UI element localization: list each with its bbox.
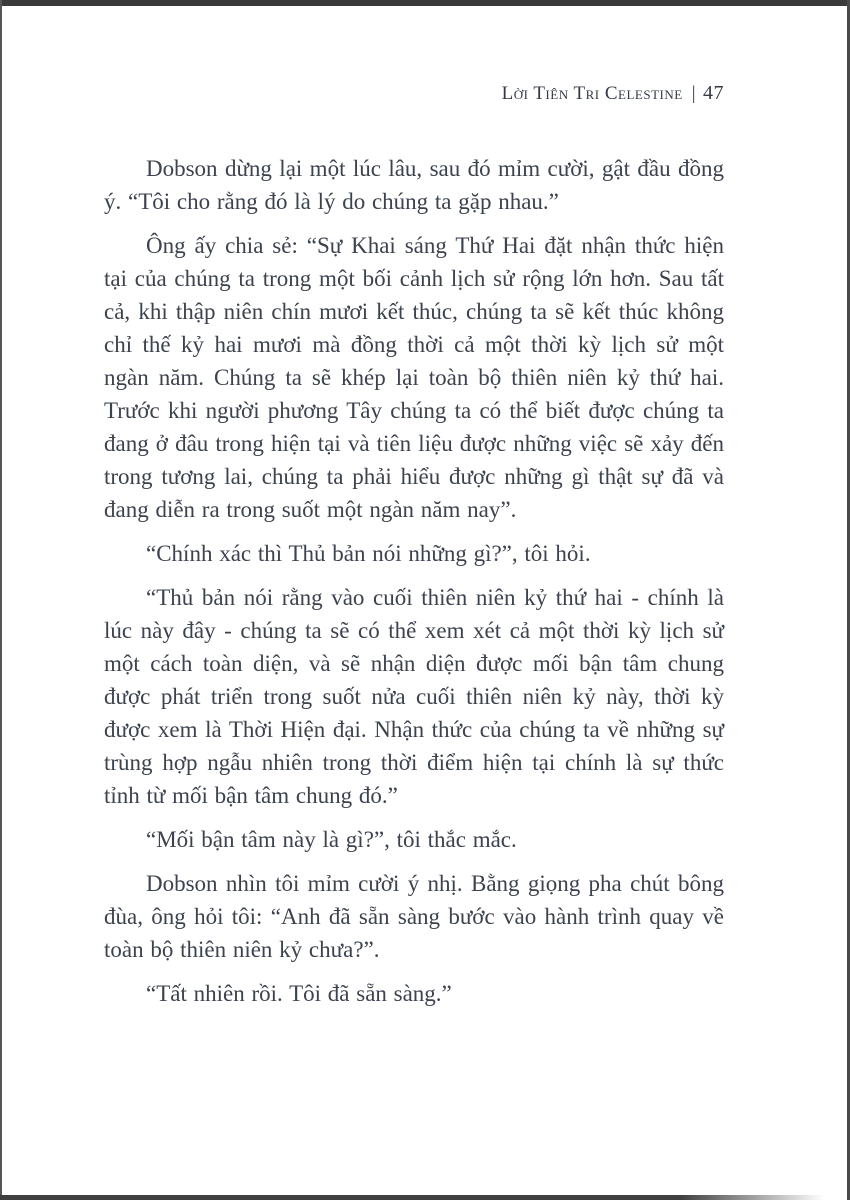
paragraph-5: “Mối bận tâm này là gì?”, tôi thắc mắc. [146,827,517,852]
page-number: 47 [703,82,724,104]
scan-edge-bottom [0,1195,850,1200]
book-title: Lời Tiên Tri Celestine [501,83,683,104]
body-text [104,152,724,1021]
header-separator: | [691,83,696,104]
paragraph-7: “Tất nhiên rồi. Tôi đã sẵn sàng.” [146,981,452,1006]
running-header [104,82,724,105]
paragraph-6: Dobson nhìn tôi mỉm cười ý nhị. Bằng giọng pha chút bông đùa, ông hỏi tôi: “Anh đã sẵn sàng bước vào hành trình quay về toàn bộ thiên niên kỷ chưa?”. [104,871,724,962]
paragraph-1: Dobson dừng lại một lúc lâu, sau đó mỉm cười, gật đầu đồng ý. “Tôi cho rằng đó là lý do chúng ta gặp nhau.” [104,156,724,214]
scan-edge-top [0,0,850,6]
paragraph-3: “Chính xác thì Thủ bản nói những gì?”, tôi hỏi. [146,541,591,566]
scan-edge-left [0,0,2,1200]
paragraph-2: Ông ấy chia sẻ: “Sự Khai sáng Thứ Hai đặt nhận thức hiện tại của chúng ta trong một bối cảnh lịch sử rộng lớn hơn. Sau tất cả, khi thập niên chín mươi kết thúc, chúng ta sẽ kết thúc không chỉ thế kỷ hai mươi mà đồng thời cả một thời kỳ lịch sử một ngàn năm. Chúng ta sẽ khép lại toàn bộ thiên niên kỷ thứ hai. Trước khi người phương Tây chúng ta có thể biết được chúng ta đang ở đâu trong hiện tại và tiên liệu được những việc sẽ xảy đến trong tương lai, chúng ta phải hiểu được những gì thật sự đã và đang diễn ra trong suốt một ngàn năm nay”. [104,233,724,522]
paragraph-4: “Thủ bản nói rằng vào cuối thiên niên kỷ thứ hai - chính là lúc này đây - chúng ta sẽ có thể xem xét cả một thời kỳ lịch sử một cách toàn diện, và sẽ nhận diện được mối bận tâm chung được phát triển trong suốt nửa cuối thiên niên kỷ này, thời kỳ được xem là Thời Hiện đại. Nhận thức của chúng ta về những sự trùng hợp ngẫu nhiên trong thời điểm hiện tại chính là sự thức tỉnh từ mối bận tâm chung đó.” [104,585,724,808]
